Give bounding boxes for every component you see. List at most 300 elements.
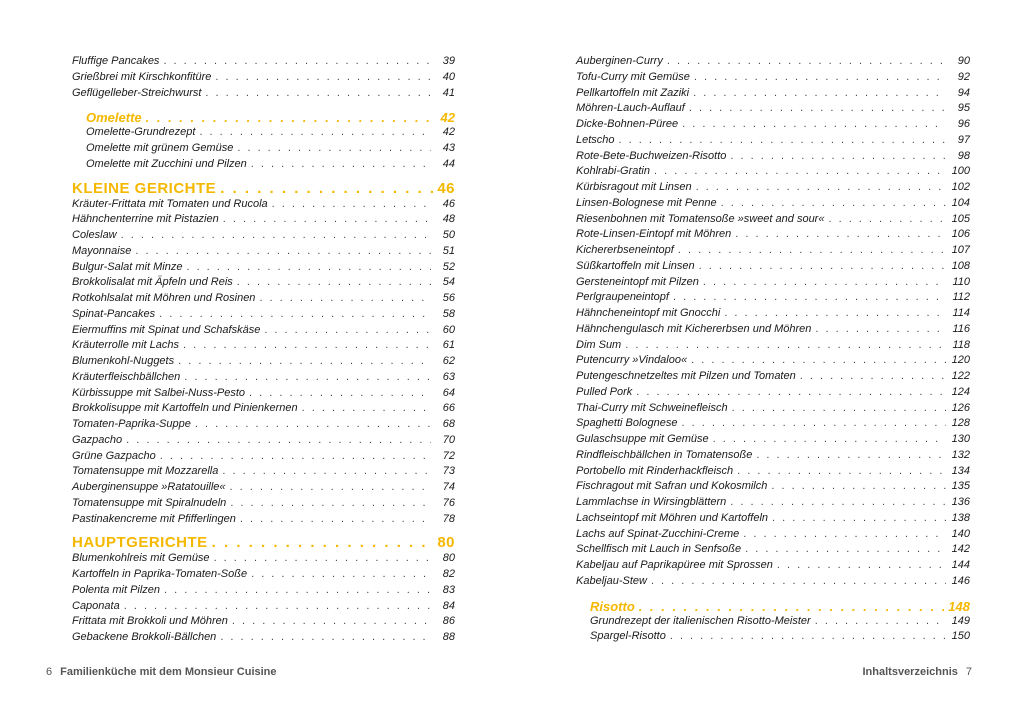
- dot-leader: [713, 432, 946, 448]
- dot-leader: [670, 629, 946, 645]
- dot-leader: [183, 338, 431, 354]
- toc-entry: [576, 629, 970, 645]
- toc-entry-title: Pellkartoffeln mit Zaziki: [576, 86, 690, 99]
- toc-entry: [576, 101, 970, 117]
- toc-entry-title: Brokkolisalat mit Äpfeln und Reis: [72, 276, 233, 289]
- toc-page-number: 80: [442, 552, 455, 565]
- dot-leader: [815, 322, 946, 338]
- toc-entry: [72, 70, 455, 86]
- toc-entry: [576, 180, 970, 196]
- toc-entry-title: Mayonnaise: [72, 244, 132, 257]
- toc-entry-title: KLEINE GERICHTE: [72, 179, 217, 197]
- toc-entry: [72, 157, 455, 173]
- toc-entry: [72, 323, 455, 339]
- table-of-contents-left: [72, 54, 455, 646]
- toc-page-number: 110: [952, 275, 970, 288]
- toc-subsection-heading: [72, 101, 455, 125]
- toc-entry: [72, 551, 455, 567]
- toc-page-number: 70: [442, 433, 455, 446]
- toc-entry-title: Pulled Pork: [576, 385, 633, 398]
- toc-entry-title: Bulgur-Salat mit Minze: [72, 260, 183, 273]
- toc-entry-title: Kürbissuppe mit Salbei-Nuss-Pesto: [72, 386, 246, 399]
- toc-entry: [576, 212, 970, 228]
- dot-leader: [800, 369, 946, 385]
- page-footer-right: [863, 666, 973, 678]
- toc-page-number: 122: [951, 370, 970, 382]
- toc-page-number: 149: [951, 614, 970, 627]
- toc-entry-title: Möhren-Lauch-Auflauf: [576, 102, 685, 115]
- toc-entry-title: Kabeljau auf Paprikapüree mit Sprossen: [576, 559, 773, 571]
- dot-leader: [730, 149, 946, 165]
- toc-entry: [576, 542, 970, 558]
- dot-leader: [249, 386, 431, 402]
- dot-leader: [135, 244, 431, 260]
- toc-entry-title: Spargel-Risotto: [590, 630, 666, 643]
- page-footer-left: [46, 666, 277, 678]
- toc-subsection-heading: [576, 590, 970, 614]
- dot-leader: [124, 599, 431, 615]
- dot-leader: [691, 353, 946, 369]
- toc-entry: [576, 259, 970, 275]
- dot-leader: [699, 259, 946, 275]
- toc-page-number: 102: [951, 181, 970, 193]
- toc-entry: [72, 228, 455, 244]
- dot-leader: [214, 551, 431, 567]
- toc-entry-title: Auberginen-Curry: [576, 55, 663, 67]
- toc-entry-title: Kräuterfleischbällchen: [72, 370, 181, 383]
- toc-entry: [576, 275, 970, 291]
- toc-entry-title: Auberginensuppe »Ratatouille«: [72, 481, 226, 493]
- toc-page-number: 56: [442, 292, 455, 304]
- toc-entry-title: Blumenkohlreis mit Gemüse: [72, 552, 210, 565]
- toc-page-number: 107: [951, 244, 970, 256]
- dot-leader: [828, 212, 946, 228]
- dot-leader: [654, 164, 946, 180]
- dot-leader: [682, 117, 946, 133]
- toc-entry: [576, 227, 970, 243]
- toc-entry-title: Gulaschsuppe mit Gemüse: [576, 433, 709, 445]
- dot-leader: [667, 54, 946, 70]
- dot-leader: [230, 480, 431, 496]
- toc-page-number: 90: [957, 55, 970, 67]
- dot-leader: [146, 110, 437, 125]
- dot-leader: [302, 401, 431, 417]
- toc-page-number: 58: [442, 307, 455, 320]
- toc-entry: [576, 149, 970, 165]
- toc-entry: [576, 401, 970, 417]
- toc-entry: [72, 512, 455, 528]
- toc-entry: [72, 480, 455, 496]
- dot-leader: [251, 157, 431, 173]
- toc-entry-title: Rote-Linsen-Eintopf mit Möhren: [576, 228, 732, 241]
- dot-leader: [159, 307, 431, 323]
- toc-page-number: 68: [442, 418, 455, 430]
- dot-leader: [703, 275, 946, 291]
- toc-entry-title: Kräuterrolle mit Lachs: [72, 339, 179, 352]
- toc-section-heading: [72, 527, 455, 551]
- toc-entry: [72, 86, 455, 102]
- toc-entry: [72, 417, 455, 433]
- toc-entry: [72, 141, 455, 157]
- toc-page-number: 48: [442, 213, 455, 226]
- toc-page-number: 46: [442, 197, 455, 210]
- dot-leader: [682, 416, 946, 432]
- toc-entry: [72, 449, 455, 465]
- toc-entry-title: Gersteneintopf mit Pilzen: [576, 275, 699, 288]
- toc-page-number: 52: [442, 260, 455, 273]
- toc-entry: [72, 401, 455, 417]
- dot-leader: [737, 464, 946, 480]
- toc-page-number: 140: [951, 527, 970, 540]
- toc-entry-title: Geflügelleber-Streichwurst: [72, 86, 202, 99]
- toc-section-heading: [72, 173, 455, 197]
- toc-entry-title: Rotkohlsalat mit Möhren und Rosinen: [72, 292, 256, 304]
- toc-page-number: 112: [952, 291, 970, 304]
- toc-page-number: 132: [951, 448, 970, 461]
- toc-page-number: 54: [442, 276, 455, 289]
- toc-page-number: 97: [957, 133, 970, 146]
- toc-page-number: 86: [442, 615, 455, 628]
- dot-leader: [745, 542, 946, 558]
- toc-entry-title: Frittata mit Brokkoli und Möhren: [72, 615, 228, 628]
- toc-entry-title: Lachs auf Spinat-Zucchini-Creme: [576, 527, 740, 540]
- toc-entry: [576, 117, 970, 133]
- dot-leader: [240, 512, 431, 528]
- toc-entry: [72, 386, 455, 402]
- dot-leader: [195, 417, 431, 433]
- toc-page-number: 44: [442, 157, 455, 170]
- dot-leader: [721, 196, 946, 212]
- dot-leader: [756, 448, 946, 464]
- toc-entry-title: Eiermuffins mit Spinat und Schafskäse: [72, 323, 261, 336]
- page-number: 7: [965, 666, 972, 678]
- toc-entry: [72, 197, 455, 213]
- toc-entry: [576, 385, 970, 401]
- toc-entry-title: Tomatensuppe mit Mozzarella: [72, 465, 219, 478]
- toc-page-number: 43: [442, 142, 455, 154]
- toc-entry: [576, 338, 970, 354]
- dot-leader: [673, 290, 946, 306]
- toc-entry-title: Fischragout mit Safran und Kokosmilch: [576, 480, 768, 493]
- toc-entry-title: Brokkolisuppe mit Kartoffeln und Pinienkernen: [72, 402, 298, 415]
- toc-entry: [576, 527, 970, 543]
- toc-entry-title: Hähncheneintopf mit Gnocchi: [576, 307, 721, 319]
- toc-page-number: 62: [442, 355, 455, 367]
- dot-leader: [160, 449, 431, 465]
- toc-entry-title: Risotto: [590, 598, 635, 614]
- toc-page-number: 118: [952, 338, 970, 351]
- toc-page-number: 80: [437, 534, 455, 552]
- toc-page-number: 120: [951, 354, 970, 367]
- toc-page-number: 148: [948, 598, 970, 614]
- dot-leader: [121, 228, 431, 244]
- toc-entry-title: Thai-Curry mit Schweinefleisch: [576, 401, 728, 414]
- toc-entry-title: Riesenbohnen mit Tomatensoße »sweet and sour«: [576, 212, 825, 225]
- toc-entry: [72, 630, 455, 646]
- dot-leader: [163, 54, 431, 70]
- toc-page-number: 104: [951, 196, 970, 209]
- dot-leader: [743, 527, 946, 543]
- dot-leader: [696, 180, 946, 196]
- right-page: [510, 0, 1020, 724]
- toc-entry: [72, 244, 455, 260]
- toc-entry-title: Süßkartoffeln mit Linsen: [576, 259, 695, 272]
- toc-entry-title: Omelette mit Zucchini und Pilzen: [86, 157, 247, 170]
- toc-entry-title: Schellfisch mit Lauch in Senfsoße: [576, 543, 742, 556]
- toc-entry: [576, 511, 970, 527]
- toc-page-number: 42: [442, 126, 455, 139]
- toc-entry: [576, 290, 970, 306]
- toc-entry: [576, 243, 970, 259]
- dot-leader: [230, 496, 431, 512]
- toc-page-number: 84: [442, 599, 455, 612]
- toc-entry-title: Putengeschnetzeltes mit Pilzen und Tomaten: [576, 370, 796, 382]
- dot-leader: [689, 101, 946, 117]
- toc-entry-title: Gebackene Brokkoli-Bällchen: [72, 631, 217, 643]
- toc-page-number: 126: [951, 401, 970, 414]
- toc-entry: [72, 370, 455, 386]
- dot-leader: [199, 125, 431, 141]
- toc-page-number: 135: [951, 480, 970, 493]
- toc-entry: [72, 291, 455, 307]
- toc-entry: [576, 196, 970, 212]
- toc-entry-title: Spaghetti Bolognese: [576, 417, 678, 430]
- dot-leader: [232, 614, 431, 630]
- toc-page-number: 150: [951, 630, 970, 643]
- toc-entry-title: Caponata: [72, 599, 120, 612]
- toc-entry-title: Kräuter-Frittata mit Tomaten und Rucola: [72, 197, 268, 210]
- toc-entry: [72, 614, 455, 630]
- dot-leader: [815, 614, 946, 630]
- toc-entry: [576, 448, 970, 464]
- dot-leader: [771, 479, 946, 495]
- dot-leader: [730, 495, 946, 511]
- page-number: 6: [46, 666, 53, 678]
- toc-page-number: 96: [957, 118, 970, 130]
- toc-entry-title: Lachseintopf mit Möhren und Kartoffeln: [576, 511, 769, 524]
- toc-page-number: 136: [951, 496, 970, 508]
- toc-entry: [576, 574, 970, 590]
- toc-page-number: 42: [440, 110, 455, 126]
- toc-page-number: 60: [442, 323, 455, 336]
- toc-page-number: 142: [951, 543, 970, 556]
- toc-entry-title: Perlgraupeneintopf: [576, 291, 669, 304]
- toc-entry-title: Kohlrabi-Gratin: [576, 165, 650, 178]
- toc-page-number: 76: [442, 496, 455, 509]
- toc-entry-title: Dim Sum: [576, 338, 622, 351]
- toc-page-number: 78: [442, 512, 455, 525]
- toc-entry: [576, 164, 970, 180]
- dot-leader: [693, 86, 946, 102]
- toc-entry: [72, 54, 455, 70]
- toc-page-number: 92: [957, 70, 970, 83]
- toc-entry-title: Grüne Gazpacho: [72, 449, 156, 462]
- toc-page-number: 106: [951, 228, 970, 241]
- toc-entry: [72, 583, 455, 599]
- dot-leader: [126, 433, 431, 449]
- toc-entry-title: Dicke-Bohnen-Püree: [576, 118, 679, 130]
- toc-page-number: 130: [951, 433, 970, 445]
- toc-page-number: 116: [952, 322, 970, 335]
- toc-entry: [576, 86, 970, 102]
- toc-page-number: 88: [442, 631, 455, 643]
- toc-page-number: 94: [957, 86, 970, 99]
- toc-page-number: 98: [957, 149, 970, 162]
- toc-page-number: 83: [442, 583, 455, 596]
- toc-entry: [576, 495, 970, 511]
- toc-entry-title: Lammlachse in Wirsingblättern: [576, 496, 727, 508]
- toc-entry-title: Polenta mit Pilzen: [72, 583, 161, 596]
- toc-entry: [72, 307, 455, 323]
- toc-entry-title: Linsen-Bolognese mit Penne: [576, 196, 717, 209]
- toc-entry: [576, 369, 970, 385]
- dot-leader: [777, 558, 946, 574]
- toc-page-number: 74: [442, 481, 455, 493]
- dot-leader: [678, 243, 946, 259]
- dot-leader: [636, 385, 946, 401]
- toc-page-number: 72: [442, 449, 455, 462]
- toc-page-number: 64: [442, 386, 455, 399]
- toc-entry-title: Kichererbseneintopf: [576, 244, 674, 256]
- toc-page-number: 114: [952, 307, 970, 319]
- toc-page-number: 134: [951, 464, 970, 477]
- dot-leader: [694, 70, 946, 86]
- toc-page-number: 144: [951, 559, 970, 571]
- toc-entry-title: Hähnchengulasch mit Kichererbsen und Möhren: [576, 322, 812, 335]
- toc-entry: [72, 464, 455, 480]
- dot-leader: [619, 133, 946, 149]
- dot-leader: [259, 291, 431, 307]
- toc-entry: [576, 353, 970, 369]
- dot-leader: [220, 630, 431, 646]
- toc-entry: [576, 54, 970, 70]
- dot-leader: [205, 86, 431, 102]
- toc-entry-title: Omelette mit grünem Gemüse: [86, 142, 234, 154]
- toc-entry: [72, 354, 455, 370]
- toc-page-number: 39: [442, 55, 455, 67]
- dot-leader: [772, 511, 946, 527]
- dot-leader: [178, 354, 431, 370]
- toc-entry: [72, 599, 455, 615]
- toc-page-number: 61: [442, 339, 455, 352]
- toc-entry-title: Kabeljau-Stew: [576, 574, 647, 587]
- toc-entry: [72, 567, 455, 583]
- dot-leader: [212, 534, 434, 551]
- toc-entry-title: Putencurry »Vindaloo«: [576, 354, 688, 367]
- toc-entry: [576, 306, 970, 322]
- toc-page-number: 105: [951, 212, 970, 225]
- toc-entry-title: Tofu-Curry mit Gemüse: [576, 70, 690, 83]
- section-title: Inhaltsverzeichnis: [862, 666, 958, 678]
- dot-leader: [264, 323, 431, 339]
- dot-leader: [639, 599, 945, 614]
- dot-leader: [184, 370, 431, 386]
- table-of-contents-right: [576, 54, 970, 645]
- toc-page-number: 66: [442, 402, 455, 415]
- toc-page-number: 146: [951, 574, 970, 587]
- toc-entry-title: Rote-Bete-Buchweizen-Risotto: [576, 149, 727, 162]
- toc-page-number: 41: [442, 86, 455, 99]
- toc-entry: [72, 275, 455, 291]
- toc-entry-title: Portobello mit Rinderhackfleisch: [576, 464, 734, 477]
- toc-entry-title: Fluffige Pancakes: [72, 55, 160, 67]
- dot-leader: [625, 338, 946, 354]
- dot-leader: [186, 260, 431, 276]
- dot-leader: [651, 574, 946, 590]
- toc-page-number: 138: [951, 511, 970, 524]
- toc-entry: [576, 133, 970, 149]
- toc-entry-title: Omelette: [86, 110, 142, 126]
- toc-entry-title: HAUPTGERICHTE: [72, 534, 208, 552]
- toc-entry-title: Blumenkohl-Nuggets: [72, 355, 175, 367]
- toc-entry-title: Tomatensuppe mit Spiralnudeln: [72, 496, 227, 509]
- dot-leader: [237, 275, 431, 291]
- toc-entry: [576, 558, 970, 574]
- toc-entry: [72, 338, 455, 354]
- toc-entry-title: Coleslaw: [72, 229, 117, 241]
- toc-entry: [576, 464, 970, 480]
- toc-entry: [72, 433, 455, 449]
- toc-page-number: 63: [442, 370, 455, 383]
- dot-leader: [735, 227, 946, 243]
- toc-entry: [72, 125, 455, 141]
- toc-entry-title: Rindfleischbällchen in Tomatensoße: [576, 448, 753, 461]
- toc-page-number: 73: [442, 465, 455, 478]
- toc-entry: [576, 432, 970, 448]
- dot-leader: [251, 567, 431, 583]
- toc-page-number: 50: [442, 229, 455, 241]
- toc-entry: [72, 496, 455, 512]
- toc-entry-title: Tomaten-Paprika-Suppe: [72, 418, 191, 430]
- toc-entry: [576, 70, 970, 86]
- dot-leader: [215, 70, 431, 86]
- toc-entry-title: Hähnchenterrine mit Pistazien: [72, 213, 219, 226]
- dot-leader: [724, 306, 946, 322]
- dot-leader: [223, 212, 431, 228]
- toc-entry: [576, 322, 970, 338]
- toc-page-number: 108: [951, 259, 970, 272]
- toc-entry: [576, 614, 970, 630]
- toc-entry-title: Grundrezept der italienischen Risotto-Meister: [590, 614, 811, 627]
- book-title: Familienküche mit dem Monsieur Cuisine: [60, 666, 277, 678]
- toc-page-number: 100: [951, 165, 970, 178]
- dot-leader: [272, 197, 431, 213]
- toc-page-number: 95: [957, 102, 970, 115]
- toc-entry-title: Pastinakencreme mit Pfifferlingen: [72, 512, 236, 525]
- toc-entry: [72, 212, 455, 228]
- toc-page-number: 51: [442, 244, 455, 257]
- toc-page-number: 124: [951, 385, 970, 398]
- toc-page-number: 82: [442, 568, 455, 580]
- toc-entry: [576, 479, 970, 495]
- toc-entry-title: Spinat-Pancakes: [72, 307, 156, 320]
- dot-leader: [220, 180, 433, 197]
- toc-page-number: 128: [951, 417, 970, 430]
- toc-entry: [72, 260, 455, 276]
- toc-entry: [576, 416, 970, 432]
- toc-entry-title: Kürbisragout mit Linsen: [576, 181, 692, 193]
- toc-page-number: 46: [437, 179, 455, 197]
- toc-page-number: 40: [442, 70, 455, 83]
- dot-leader: [732, 401, 946, 417]
- toc-entry-title: Letscho: [576, 133, 615, 146]
- toc-entry-title: Gazpacho: [72, 433, 123, 446]
- dot-leader: [222, 464, 431, 480]
- toc-entry-title: Omelette-Grundrezept: [86, 126, 196, 139]
- toc-entry-title: Kartoffeln in Paprika-Tomaten-Soße: [72, 568, 248, 580]
- dot-leader: [164, 583, 431, 599]
- toc-entry-title: Grießbrei mit Kirschkonfitüre: [72, 70, 212, 83]
